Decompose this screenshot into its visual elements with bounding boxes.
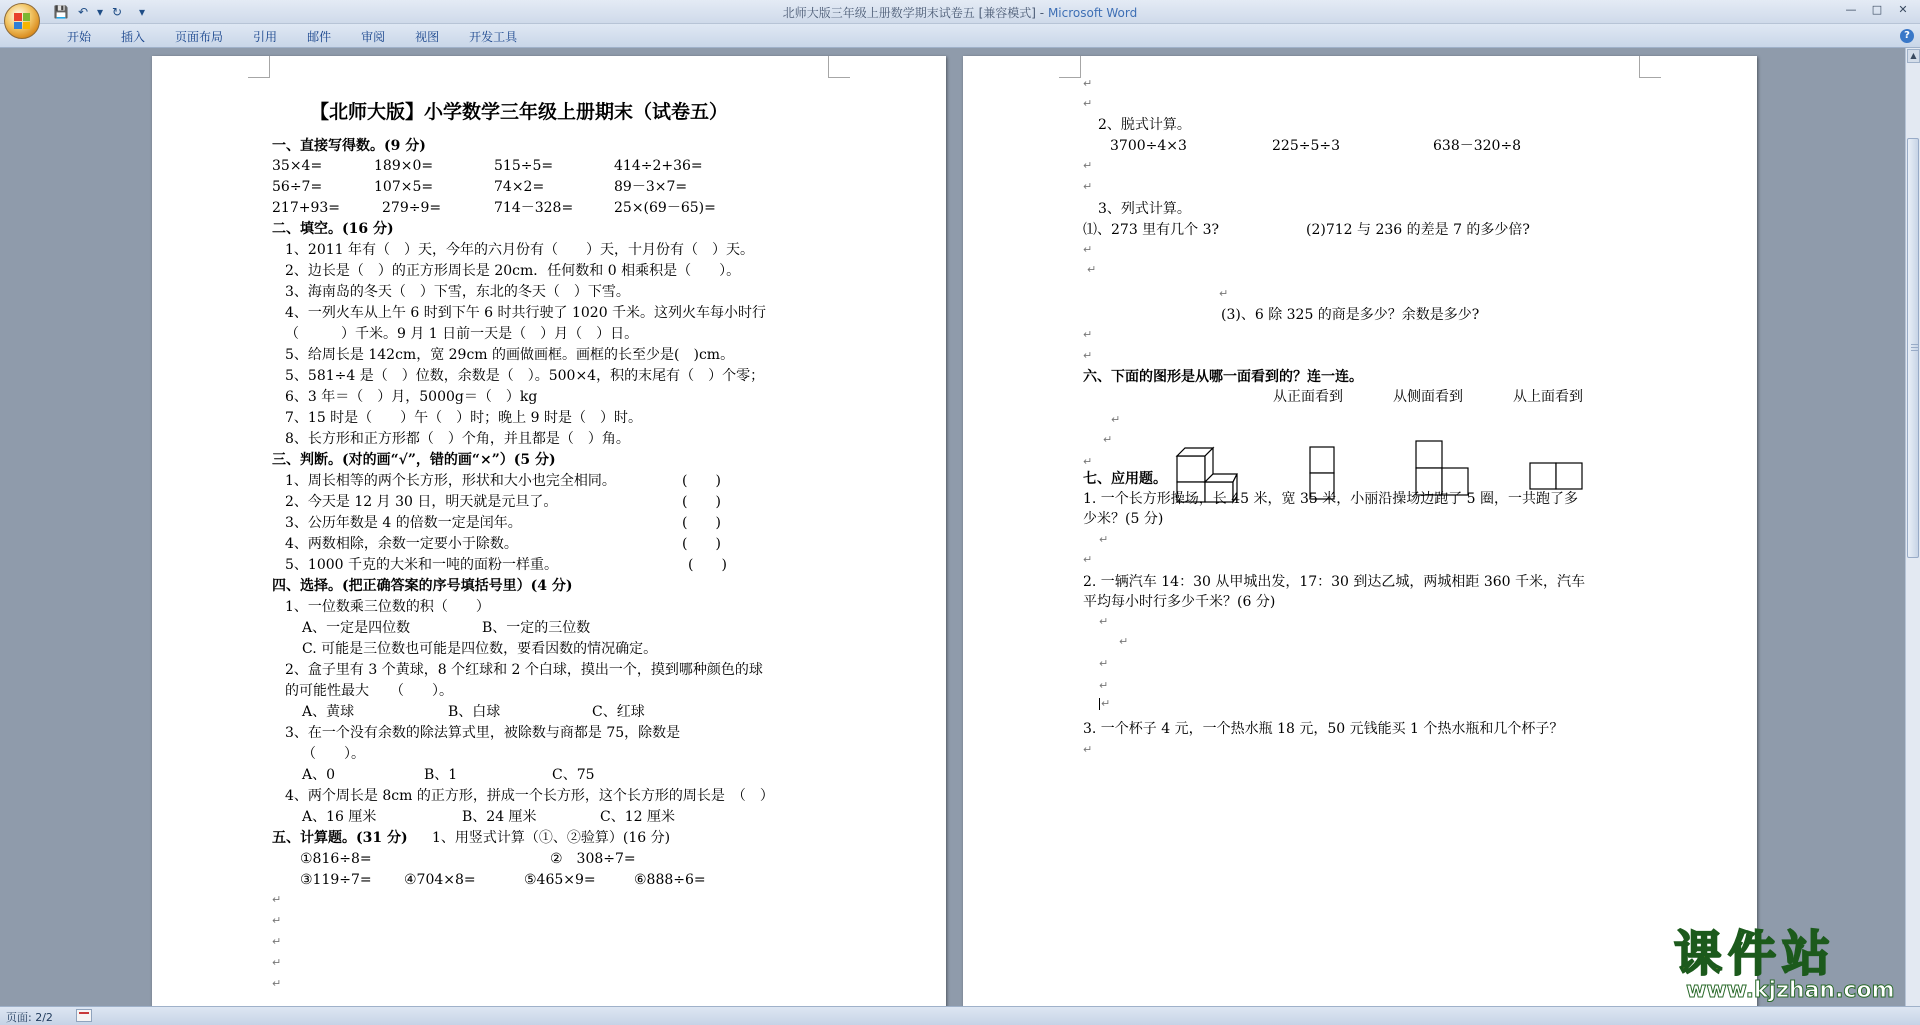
- tab-view[interactable]: 视图: [415, 30, 440, 44]
- quick-access-toolbar: [48, 3, 148, 21]
- ribbon-tabs: [52, 28, 532, 46]
- choice-option: A、一定是四位数: [302, 620, 411, 636]
- title-separator: -: [1035, 6, 1048, 20]
- choice-question: 1、一位数乘三位数的积（ ）: [285, 599, 490, 615]
- ribbon: [0, 24, 1920, 48]
- paragraph-mark: ↵: [1083, 97, 1093, 110]
- tab-references[interactable]: 引用: [253, 30, 278, 44]
- section-3-heading: 三、判断。(对的画“√”，错的画“×”）(5 分): [272, 452, 556, 468]
- paragraph-mark: ↵: [1219, 287, 1229, 300]
- document-workspace: [0, 48, 1905, 1006]
- calc-item: 74×2=: [494, 179, 545, 195]
- application-problem: 1. 一个长方形操场，长 45 米，宽 35 米，小丽沿操场边跑了 5 圈，一共跑了多: [1083, 491, 1579, 507]
- help-button[interactable]: ?: [1900, 29, 1914, 43]
- site-watermark: [1664, 926, 1914, 1006]
- choice-question: （ ）。: [302, 746, 365, 762]
- choice-question: 的可能性最大 （ ）。: [285, 683, 453, 699]
- application-problem: 平均每小时行多少千米？(6 分): [1083, 594, 1276, 610]
- choice-question: 4、两个周长是 8cm 的正方形，拼成一个长方形，这个长方形的周长是 （ ）: [285, 788, 774, 804]
- window-title: [0, 4, 1920, 21]
- calc-item: 25×(69－65)=: [614, 200, 716, 216]
- paragraph-mark: ↵: [1083, 77, 1093, 90]
- document-page-1[interactable]: [152, 56, 946, 1006]
- tab-review[interactable]: 审阅: [361, 30, 386, 44]
- section-2-heading: 二、填空。(16 分): [272, 221, 394, 237]
- application-problem: 2. 一辆汽车 14：30 从甲城出发，17：30 到达乙城，两城相距 360 千米，汽车: [1083, 574, 1586, 590]
- word-problem: (2)712 与 236 的差是 7 的多少倍?: [1306, 222, 1530, 238]
- tab-page-layout[interactable]: 页面布局: [175, 30, 224, 44]
- office-button[interactable]: [4, 3, 40, 39]
- paragraph-mark: ↵: [1099, 533, 1109, 546]
- paragraph-mark: ↵: [1103, 433, 1113, 446]
- calc-item: 89－3×7=: [614, 179, 688, 195]
- paragraph-mark: ↵: [1083, 159, 1093, 172]
- fill-item: 1、2011 年有（ ）天，今年的六月份有（ ）天，十月份有（ ）天。: [285, 242, 754, 258]
- app-name: Microsoft Word: [1047, 6, 1138, 20]
- exam-title: 【北师大版】小学数学三年级上册期末（试卷五）: [310, 101, 729, 123]
- section-5-sub: 1、用竖式计算（①、②验算）(16 分): [432, 830, 671, 846]
- minimize-button[interactable]: —: [1845, 2, 1857, 16]
- answer-bracket: ( ): [682, 515, 721, 531]
- office-logo-icon: [14, 13, 30, 29]
- word-problem: (3)、6 除 325 的商是多少？余数是多少?: [1221, 307, 1480, 323]
- calc-item: 279÷9=: [382, 200, 442, 216]
- vertical-calc-item: ①816÷8=: [300, 851, 372, 867]
- choice-option: C、75: [552, 767, 595, 783]
- vertical-calc-item: ③119÷7=: [300, 872, 372, 888]
- section-p3-heading: 3、列式计算。: [1098, 201, 1191, 217]
- text-cursor: ↵: [1101, 697, 1111, 710]
- paragraph-mark: ↵: [272, 956, 282, 969]
- view-shape-horizontal: [1529, 462, 1583, 490]
- view-label-front: 从正面看到: [1273, 389, 1343, 405]
- choice-option: C、红球: [592, 704, 645, 720]
- paragraph-mark: ↵: [1083, 328, 1093, 341]
- paragraph-mark: ↵: [272, 935, 282, 948]
- application-problem: 3. 一个杯子 4 元，一个热水瓶 18 元，50 元钱能买 1 个热水瓶和几个杯子？: [1083, 721, 1564, 737]
- section-7-heading: 七、应用题。: [1083, 471, 1167, 487]
- crop-mark: [248, 56, 270, 78]
- choice-question: 3、在一个没有余数的除法算式里，被除数与商都是 75，除数是: [285, 725, 681, 741]
- calc-item: 414÷2+36=: [614, 158, 703, 174]
- vertical-calc-item: ⑤465×9=: [524, 872, 596, 888]
- view-label-top: 从上面看到: [1513, 389, 1583, 405]
- vertical-scrollbar[interactable]: [1905, 48, 1920, 1006]
- choice-option: C. 可能是三位数也可能是四位数，要看因数的情况确定。: [302, 641, 658, 657]
- calc-item: 515÷5=: [494, 158, 554, 174]
- paragraph-mark: ↵: [1083, 553, 1093, 566]
- paragraph-mark: ↵: [1083, 180, 1093, 193]
- undo-dropdown-icon[interactable]: ▾: [96, 5, 104, 19]
- paragraph-mark: ↵: [1099, 679, 1109, 692]
- step-calc-item: 638－320÷8: [1433, 138, 1522, 154]
- choice-option: B、一定的三位数: [482, 620, 591, 636]
- paragraph-mark: ↵: [1111, 413, 1121, 426]
- calc-item: 107×5=: [374, 179, 434, 195]
- watermark-url: www.kjzhan.com: [1686, 978, 1895, 1003]
- fill-item: 7、15 时是（ ）午（ ）时；晚上 9 时是（ ）时。: [285, 410, 642, 426]
- document-page-2[interactable]: [963, 56, 1757, 1006]
- application-problem: 少米？(5 分): [1083, 511, 1164, 527]
- judge-item: 3、公历年数是 4 的倍数一定是闰年。: [285, 515, 522, 531]
- tab-insert[interactable]: 插入: [121, 30, 146, 44]
- calc-item: 189×0=: [374, 158, 434, 174]
- close-button[interactable]: ✕: [1898, 2, 1908, 16]
- section-p2-heading: 2、脱式计算。: [1098, 117, 1191, 133]
- scrollbar-thumb[interactable]: [1907, 138, 1919, 558]
- status-bar: [0, 1006, 1920, 1025]
- paragraph-mark: ↵: [1087, 263, 1097, 276]
- view-label-side: 从侧面看到: [1393, 389, 1463, 405]
- fill-item: 5、给周长是 142cm，宽 29cm 的画做画框。画框的长至少是( )cm。: [285, 347, 735, 363]
- calc-item: 35×4=: [272, 158, 323, 174]
- fill-item: 3、海南岛的冬天（ ）下雪，东北的冬天（ ）下雪。: [285, 284, 630, 300]
- save-icon[interactable]: 💾: [53, 5, 69, 19]
- fill-item: 6、3 年＝（ ）月，5000g＝（ ）kg: [285, 389, 538, 405]
- redo-icon[interactable]: ↻: [111, 5, 123, 19]
- view-shape-l: [1415, 440, 1469, 496]
- answer-bracket: ( ): [682, 536, 721, 552]
- calc-item: 714－328=: [494, 200, 574, 216]
- section-6-heading: 六、下面的图形是从哪一面看到的？连一连。: [1083, 369, 1363, 385]
- paragraph-mark: ↵: [1099, 657, 1109, 670]
- answer-bracket: ( ): [688, 557, 727, 573]
- section-1-heading: 一、直接写得数。(9 分): [272, 138, 426, 154]
- page-count[interactable]: 页面: 2/2: [6, 1011, 53, 1024]
- word-problem: ⑴、273 里有几个 3?: [1083, 222, 1220, 238]
- step-calc-item: 3700÷4×3: [1110, 138, 1187, 154]
- section-4-heading: 四、选择。(把正确答案的序号填括号里）(4 分): [272, 578, 573, 594]
- watermark-logo-text: 课件站: [1674, 926, 1837, 982]
- judge-item: 1、周长相等的两个长方形，形状和大小也完全相同。: [285, 473, 616, 489]
- scroll-up-icon[interactable]: ▲: [1907, 49, 1920, 63]
- crop-mark: [828, 56, 850, 78]
- tab-home[interactable]: 开始: [67, 30, 92, 44]
- fill-item: 4、一列火车从上午 6 时到下午 6 时共行驶了 1020 千米。这列火车每小时行: [285, 305, 767, 321]
- paragraph-mark: ↵: [1083, 349, 1093, 362]
- paragraph-mark: ↵: [1083, 455, 1093, 468]
- vertical-calc-item: ⑥888÷6=: [634, 872, 706, 888]
- judge-item: 5、1000 千克的大米和一吨的面粉一样重。: [285, 557, 558, 573]
- judge-item: 2、今天是 12 月 30 日，明天就是元旦了。: [285, 494, 558, 510]
- paragraph-mark: ↵: [272, 914, 282, 927]
- proofing-icon[interactable]: [76, 1009, 92, 1022]
- choice-option: A、黄球: [302, 704, 355, 720]
- maximize-button[interactable]: □: [1871, 2, 1883, 16]
- choice-question: 2、盒子里有 3 个黄球，8 个红球和 2 个白球，摸出一个，摸到哪种颜色的球: [285, 662, 763, 678]
- paragraph-mark: ↵: [1099, 615, 1109, 628]
- answer-bracket: ( ): [682, 473, 721, 489]
- title-bar: [0, 0, 1920, 24]
- tab-developer[interactable]: 开发工具: [469, 30, 518, 44]
- paragraph-mark: ↵: [272, 893, 282, 906]
- paragraph-mark: ↵: [272, 977, 282, 990]
- paragraph-mark: ↵: [1119, 635, 1129, 648]
- calc-item: 56÷7=: [272, 179, 323, 195]
- document-name: 北师大版三年级上册数学期末试卷五 [兼容模式]: [782, 6, 1036, 20]
- paragraph-mark: ↵: [1083, 743, 1093, 756]
- window-controls: [1838, 0, 1916, 18]
- customize-qat-icon[interactable]: ▾: [138, 5, 146, 19]
- vertical-calc-item: ② 308÷7=: [550, 851, 636, 867]
- calc-item: 217+93=: [272, 200, 340, 216]
- choice-option: A、16 厘米: [302, 809, 377, 825]
- fill-item: 8、长方形和正方形都（ ）个角，并且都是（ ）角。: [285, 431, 630, 447]
- vertical-calc-item: ④704×8=: [404, 872, 476, 888]
- crop-mark: [1059, 56, 1081, 78]
- judge-item: 4、两数相除，余数一定要小于除数。: [285, 536, 518, 552]
- section-5-heading: 五、计算题。(31 分): [272, 830, 408, 846]
- fill-item: （ ）千米。9 月 1 日前一天是（ ）月（ ）日。: [285, 326, 639, 342]
- choice-option: B、1: [424, 767, 458, 783]
- crop-mark: [1639, 56, 1661, 78]
- choice-option: A、0: [302, 767, 336, 783]
- fill-item: 5、581÷4 是（ ）位数，余数是（ ）。500×4，积的末尾有（ ）个零；: [285, 368, 765, 384]
- paragraph-mark: ↵: [1083, 243, 1093, 256]
- choice-option: B、白球: [448, 704, 501, 720]
- choice-option: C、12 厘米: [600, 809, 675, 825]
- tab-mailings[interactable]: 邮件: [307, 30, 332, 44]
- step-calc-item: 225÷5÷3: [1272, 138, 1340, 154]
- fill-item: 2、边长是（ ）的正方形周长是 20cm．任何数和 0 相乘积是（ ）。: [285, 263, 741, 279]
- choice-option: B、24 厘米: [462, 809, 537, 825]
- undo-icon[interactable]: ↶: [77, 5, 89, 19]
- answer-bracket: ( ): [682, 494, 721, 510]
